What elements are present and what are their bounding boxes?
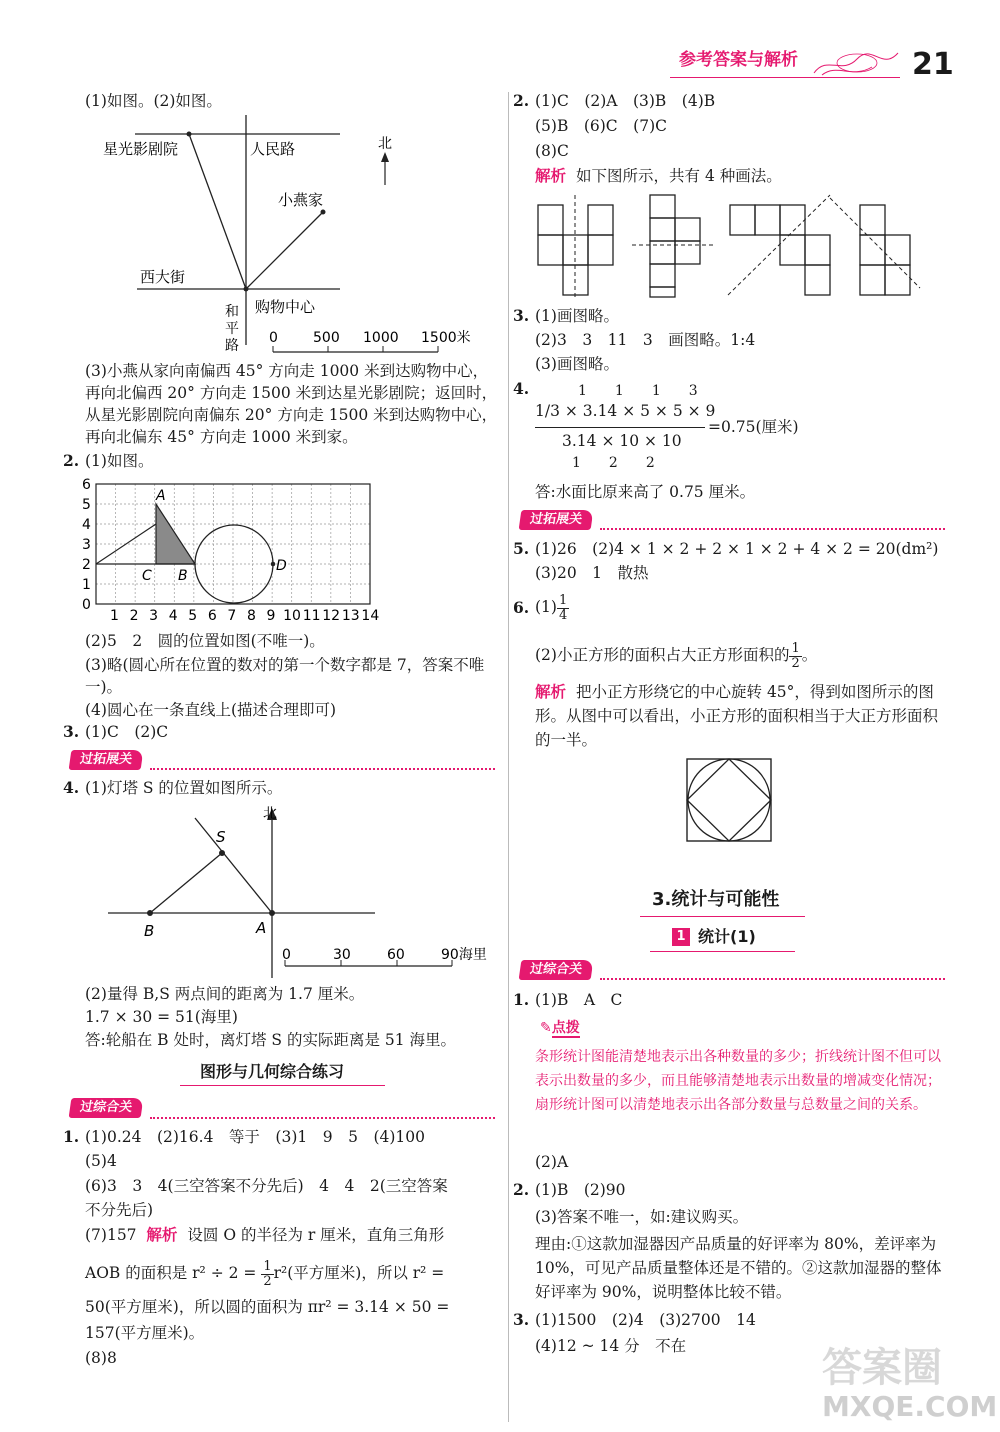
shaded-triangle [156, 504, 195, 564]
header-rule [670, 77, 900, 78]
grid-y-label: 4 [82, 517, 91, 533]
grid-x-label: 14 [361, 608, 380, 624]
column-divider [508, 92, 509, 1422]
q2-part2: (2)5 2 圆的位置如图(不唯一)。 [85, 632, 325, 650]
grid-y-label: 6 [82, 477, 91, 493]
q4-part2: (2)量得 B,S 两点间的距离为 1.7 厘米。 [85, 985, 365, 1003]
svg-text:0: 0 [282, 947, 291, 963]
grid-x-label: 6 [207, 608, 217, 624]
q2-part4: (4)圆心在一条直线上(描述合理即可) [85, 701, 337, 719]
svg-text:A: A [256, 919, 267, 937]
q1-part3: (3)小燕从家向南偏西 45° 方向走 1000 米到达购物中心，再向北偏西 20° 方向走 1500 米到达星光影剧院；返回时，从星光影剧院向南偏东 20° 方向走 1500 米到达购物中心，再向北偏东 45° 方向走 1000 米到家。 [85, 362, 498, 446]
grid-x-label: 9 [266, 608, 276, 624]
chapter-title: 3.统计与可能性 [652, 889, 780, 910]
grid-y-label: 1 [82, 577, 91, 593]
grid-x-label: 4 [168, 608, 178, 624]
label-renmin: 人民路 [250, 140, 296, 158]
svg-text:D: D [276, 558, 287, 574]
cube-nets-figure [530, 190, 930, 305]
svg-text:B: B [178, 568, 188, 584]
ex1-num: 1. [63, 1127, 80, 1146]
grid-x-label: 3 [149, 608, 159, 624]
svg-text:1000: 1000 [363, 330, 399, 346]
header-decoration [812, 45, 902, 81]
label-heping: 和平路 [225, 304, 239, 354]
grid-x-label: 2 [129, 608, 139, 624]
tip-label: ✎点拨 [540, 1020, 580, 1036]
badge-zonghe-left: 过综合关 [69, 1098, 144, 1118]
label-xiaoyan: 小燕家 [278, 191, 324, 209]
q4-calc: 1.7 × 30 = 51(海里) [85, 1008, 238, 1026]
q2-part3: (3)略(圆心所在位置的数对的第一个数字都是 7，答案不唯一)。 [85, 656, 485, 696]
svg-text:30: 30 [333, 947, 351, 963]
grid-x-label: 5 [188, 608, 198, 624]
svg-text:北: 北 [263, 806, 277, 822]
ex1-line8: AOB 的面积是 r² ÷ 2 = $\frac{1}{2}$ r²(平方厘米)，所以 r² = [85, 1258, 445, 1289]
grid-y-label: 0 [82, 597, 91, 613]
svg-text:1500米: 1500米 [421, 330, 471, 346]
grid-x-label: 11 [302, 608, 321, 624]
q4-answer: 答:轮船在 B 处时，离灯塔 S 的实际距离是 51 海里。 [85, 1031, 457, 1049]
svg-text:C: C [142, 568, 152, 584]
q3-text: (1)C (2)C [85, 723, 169, 741]
svg-text:0: 0 [269, 330, 278, 346]
lighthouse-figure [100, 798, 500, 983]
pencil-icon: ✎ [540, 1020, 552, 1036]
grid-y-label: 5 [82, 497, 91, 513]
q4-num: 4. [63, 778, 80, 797]
map-figure [95, 110, 505, 360]
svg-text:500: 500 [313, 330, 340, 346]
label-xida: 西大街 [140, 268, 186, 286]
section-title: 图形与几何综合练习 [200, 1062, 345, 1081]
grid-x-label: 13 [341, 608, 360, 624]
label-gouwu: 购物中心 [255, 298, 316, 316]
watermark: MXQE.COM [822, 1390, 998, 1423]
rotated-square-figure [685, 757, 775, 843]
badge-zonghe-right: 过综合关 [519, 960, 594, 980]
ex1-line7: (7)157 解析 设圆 O 的半径为 r 厘米，直角三角形 [85, 1226, 445, 1244]
header-title: 参考答案与解析 [679, 50, 798, 70]
watermark-cn: 答案圈 [822, 1345, 942, 1391]
grid-x-label: 8 [246, 608, 256, 624]
lesson-number-box: 1 [672, 928, 690, 946]
q1-line1: (1)如图。(2)如图。 [85, 92, 222, 110]
q4-line1: (1)灯塔 S 的位置如图所示。 [85, 779, 283, 797]
page-number: 21 [912, 47, 954, 82]
svg-text:S: S [216, 828, 226, 846]
badge-tuozhan-left: 过拓展关 [69, 750, 144, 770]
svg-text:60: 60 [387, 947, 405, 963]
path-to-theatre [189, 134, 246, 289]
tip-text: 条形统计图能清楚地表示出各种数量的多少；折线统计图不但可以表示出数量的多少，而且能够清楚地表示出数量的增减变化情况；扇形统计图可以清楚地表示出各部分数量与总数量之间的关系。 [535, 1049, 941, 1113]
q3-num: 3. [63, 722, 80, 741]
grid-x-label: 10 [283, 608, 301, 624]
grid-x-label: 1 [110, 608, 119, 624]
q2-num: 2. [63, 451, 80, 470]
q2-line1: (1)如图。 [85, 452, 154, 470]
svg-text:B: B [144, 922, 155, 940]
grid-y-label: 3 [82, 537, 91, 553]
svg-text:90海里: 90海里 [441, 947, 487, 963]
grid-y-label: 2 [82, 557, 91, 573]
north-label: 北 [378, 136, 392, 152]
grid-figure [78, 474, 398, 624]
badge-tuozhan-right: 过拓展关 [519, 510, 594, 530]
grid-x-label: 12 [322, 608, 341, 624]
lesson-title: 统计(1) [698, 927, 756, 946]
svg-text:A: A [156, 488, 166, 504]
grid-x-label: 7 [227, 608, 237, 624]
path-to-home [246, 212, 323, 289]
label-xing: 星光影剧院 [103, 140, 179, 158]
